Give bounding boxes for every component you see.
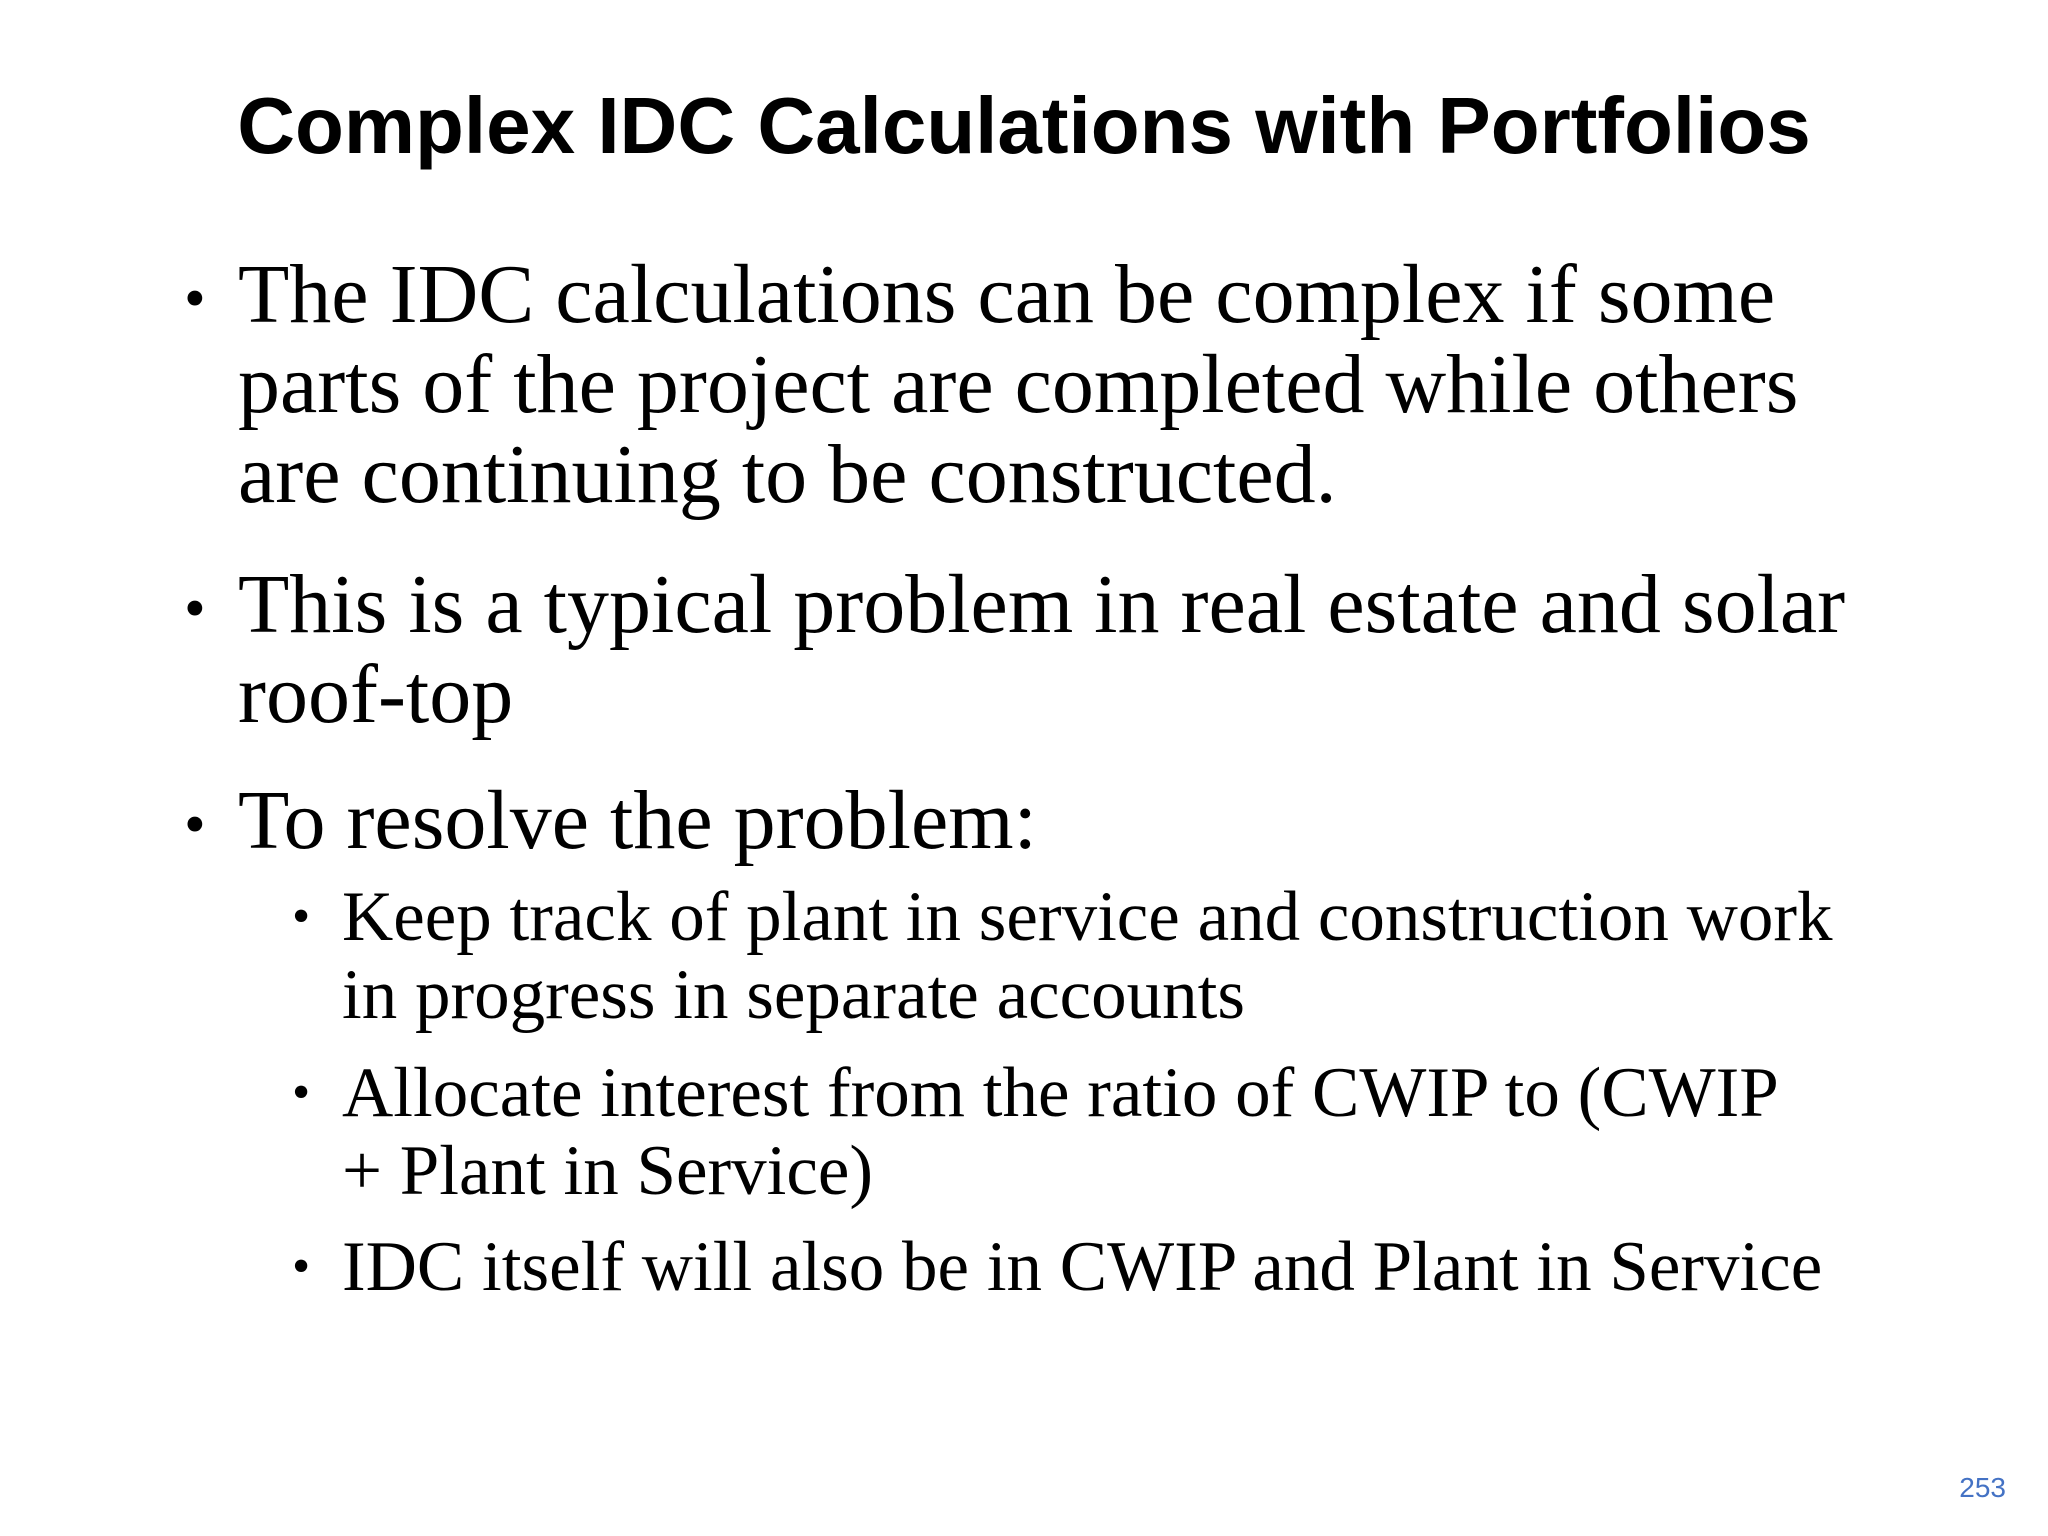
slide-title: Complex IDC Calculations with Portfolios xyxy=(237,81,1811,170)
sub-bullet-marker: • xyxy=(292,1064,311,1121)
bullet-line: parts of the project are completed while others xyxy=(238,338,1799,431)
bullet-line: roof-top xyxy=(238,648,514,741)
bullet-line: are continuing to be constructed. xyxy=(238,428,1337,521)
bullet-line: This is a typical problem in real estate and solar xyxy=(238,558,1846,651)
sub-bullet-line: Allocate interest from the ratio of CWIP to (CWIP xyxy=(342,1054,1779,1132)
bullet-marker: • xyxy=(184,265,206,333)
sub-bullet-line: + Plant in Service) xyxy=(342,1132,874,1210)
sub-bullet-line: in progress in separate accounts xyxy=(342,956,1245,1034)
bullet-text xyxy=(238,776,1938,866)
bullet-line: The IDC calculations can be complex if some xyxy=(238,248,1776,341)
bullet-marker: • xyxy=(184,791,206,859)
page-number: 253 xyxy=(1959,1472,2006,1503)
sub-bullet-text xyxy=(342,878,1982,1034)
bullet-text xyxy=(238,560,1938,740)
bullet-marker: • xyxy=(184,575,206,643)
sub-bullet-marker: • xyxy=(292,1238,311,1295)
sub-bullet-line: Keep track of plant in service and construction work xyxy=(342,878,1833,956)
sub-bullet-line: IDC itself will also be in CWIP and Plant in Service xyxy=(342,1228,1823,1306)
bullet-text xyxy=(238,250,1938,520)
sub-bullet-text xyxy=(342,1228,1982,1306)
bullet-line: To resolve the problem: xyxy=(238,774,1037,867)
sub-bullet-marker: • xyxy=(292,888,311,945)
sub-bullet-text xyxy=(342,1054,1982,1210)
